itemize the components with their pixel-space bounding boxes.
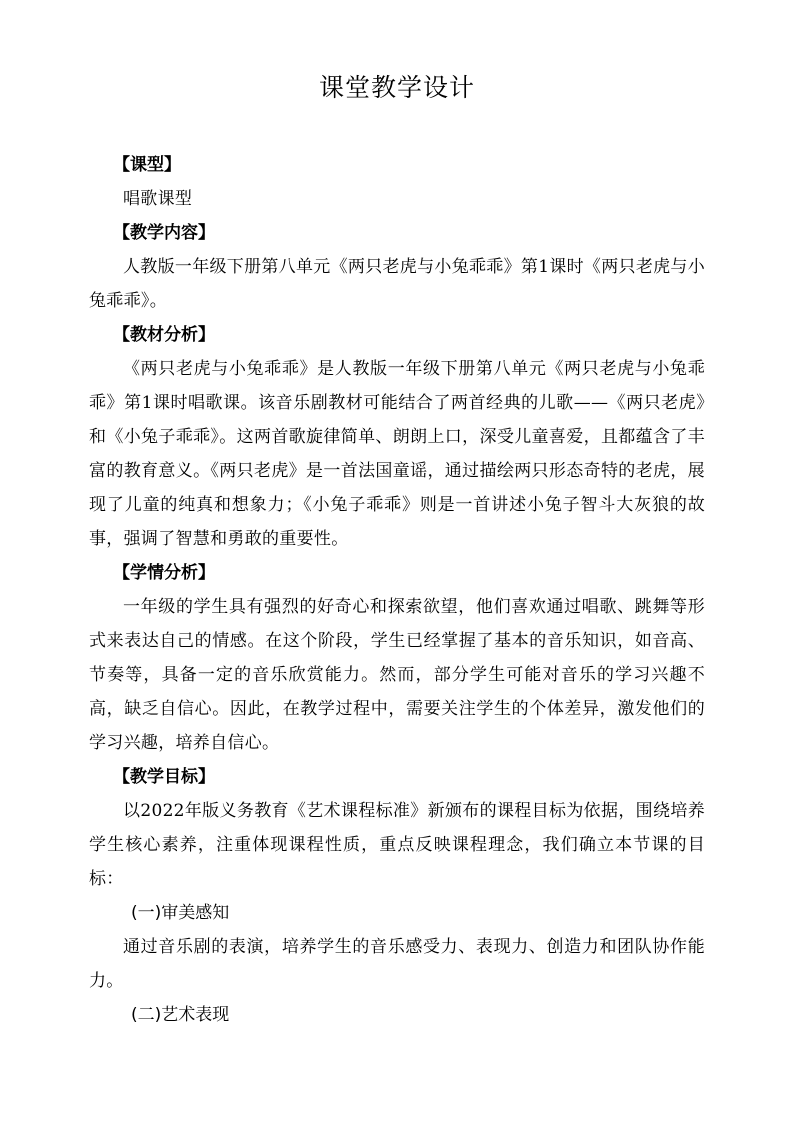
section-heading-students: 【学情分析】	[113, 563, 215, 583]
content-text: 人教版一年级下册第八单元《两只老虎与小兔乖乖》第1课时《两只老虎与小兔乖乖》。	[89, 257, 706, 311]
document-body	[89, 148, 705, 1032]
lesson-type-text: 唱歌课型	[123, 189, 193, 209]
section-heading-lesson-type: 【课型】	[113, 155, 181, 175]
subheading-artistic-expression: (二)艺术表现	[131, 1005, 230, 1025]
subheading-aesthetic-perception: (一)审美感知	[131, 903, 230, 923]
page-title: 课堂教学设计	[318, 73, 475, 102]
section-heading-content: 【教学内容】	[113, 223, 215, 243]
section-heading-goals: 【教学目标】	[113, 767, 215, 787]
goals-text: 以2022年版义务教育《艺术课程标准》新颁布的课程目标为依据，围绕培养学生核心素养，注重体现课程性质，重点反映课程理念，我们确立本节课的目标：	[89, 801, 705, 889]
aesthetic-perception-text: 通过音乐剧的表演，培养学生的音乐感受力、表现力、创造力和团队协作能力。	[89, 937, 705, 991]
students-text: 一年级的学生具有强烈的好奇心和探索欲望，他们喜欢通过唱歌、跳舞等形式来表达自己的情感。在这个阶段，学生已经掌握了基本的音乐知识，如音高、节奏等，具备一定的音乐欣赏能力。然而，部分学生可能对音乐的学习兴趣不高，缺乏自信心。因此，在教学过程中，需要关注学生的个体差异，激发他们的学习兴趣，培养自信心。	[89, 597, 705, 753]
material-text: 《两只老虎与小兔乖乖》是人教版一年级下册第八单元《两只老虎与小兔乖乖》第1课时唱歌课。该音乐剧教材可能结合了两首经典的儿歌——《两只老虎》和《小兔子乖乖》。这两首歌旋律简单、朗朗上口，深受儿童喜爱，且都蕴含了丰富的教育意义。《两只老虎》是一首法国童谣，通过描绘两只形态奇特的老虎，展现了儿童的纯真和想象力；《小兔子乖乖》则是一首讲述小兔子智斗大灰狼的故事，强调了智慧和勇敢的重要性。	[89, 359, 705, 549]
section-heading-material: 【教材分析】	[113, 325, 215, 345]
